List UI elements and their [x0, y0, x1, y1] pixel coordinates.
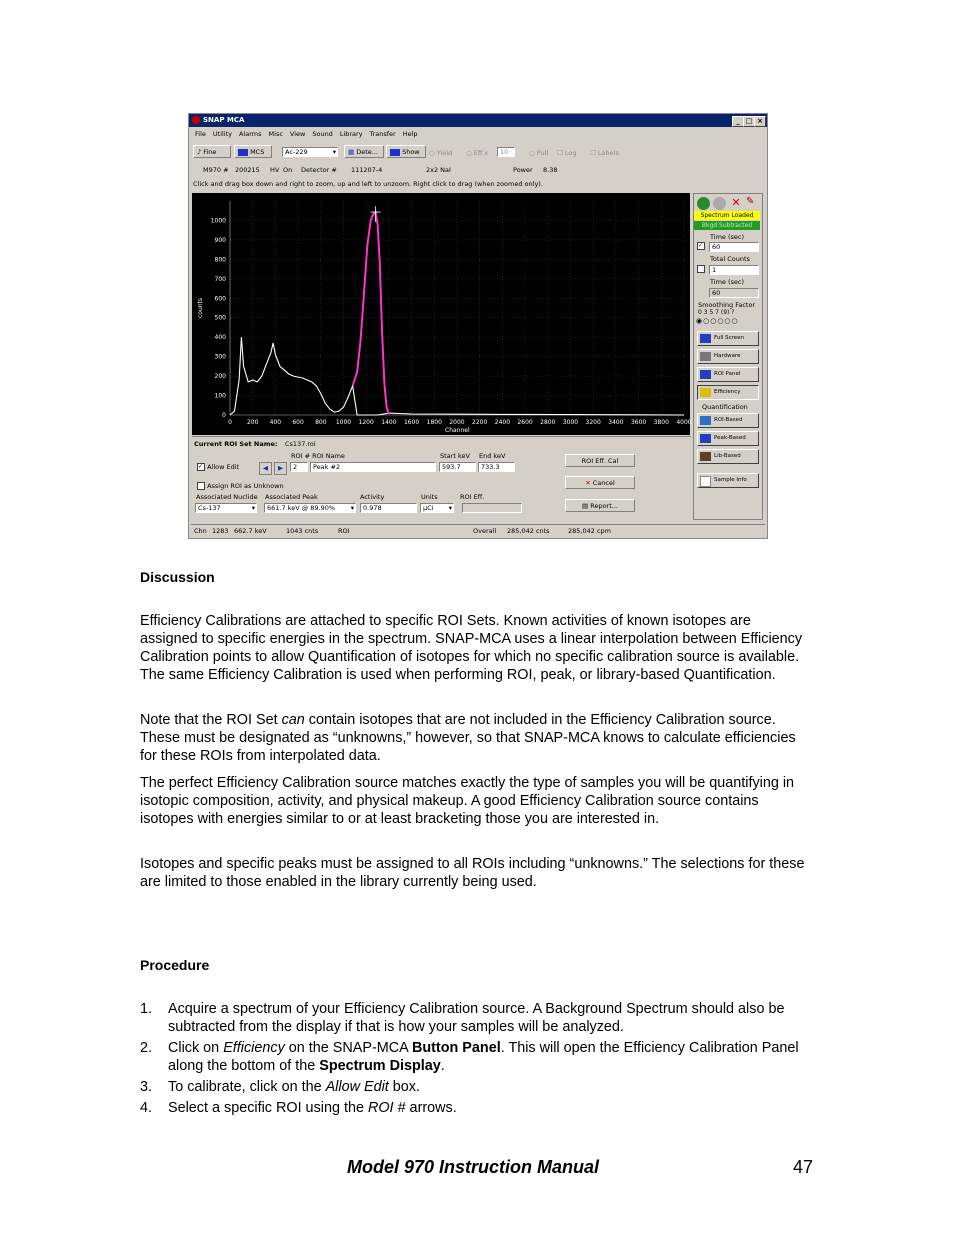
y-tick-label: 600	[214, 295, 226, 303]
hv-value: On	[283, 166, 293, 174]
app-icon	[192, 116, 200, 124]
model-value: 200215	[235, 166, 260, 174]
detector-button[interactable]	[344, 145, 384, 158]
y-tick-label: 400	[214, 334, 226, 342]
log-label: Log	[564, 149, 577, 157]
step4-text-b: arrows.	[405, 1100, 457, 1116]
cancel-button[interactable]	[565, 476, 635, 489]
x-tick-label: 3200	[585, 419, 601, 426]
y-tick-label: 500	[214, 314, 226, 322]
detector-label: Dete...	[356, 148, 378, 156]
peak-select-field[interactable]	[264, 503, 356, 513]
efficiency-label: Efficiency	[714, 389, 741, 395]
y-tick-label: 100	[214, 392, 226, 400]
step4-text-a: Select a specific ROI using the	[168, 1100, 368, 1116]
roi-panel-label: ROI Panel	[714, 371, 741, 377]
nuclide-select[interactable]	[282, 147, 338, 157]
fine-button[interactable]	[193, 145, 231, 158]
allow-edit-label: Allow Edit	[207, 463, 240, 471]
pull-label: Pull	[536, 149, 549, 157]
x-tick-label: 3000	[562, 419, 579, 426]
minimize-icon[interactable]: _	[732, 116, 744, 127]
roi-panel-icon	[700, 370, 711, 379]
procedure-heading: Procedure	[140, 957, 210, 973]
chevron-down-icon: ▾	[350, 504, 354, 512]
lib-based-button[interactable]	[697, 449, 759, 464]
roi-eff-field	[462, 503, 522, 513]
labels-checkbox[interactable]: ☐ Labels	[590, 149, 619, 157]
lib-based-label: Lib-Based	[714, 453, 741, 459]
peak-series-line	[353, 212, 389, 414]
step2-strong-2: Spectrum Display	[319, 1058, 441, 1074]
x-tick-label: 400	[269, 419, 282, 426]
close-icon[interactable]: ×	[754, 116, 766, 127]
report-icon: ▤	[582, 502, 589, 510]
time-value: 60	[712, 243, 721, 251]
x-tick-label: 2000	[449, 419, 465, 426]
sample-info-button[interactable]	[697, 473, 759, 488]
time-field[interactable]	[709, 242, 759, 252]
quantification-label: Quantification	[702, 403, 748, 411]
smoothing-label: Smoothing Factor	[698, 301, 756, 309]
roi-panel-button[interactable]	[697, 367, 759, 382]
step3-text-b: box.	[388, 1079, 420, 1095]
show-label: Show	[402, 148, 420, 156]
associated-nuclide-label: Associated Nuclide	[196, 493, 258, 501]
roi-status-label: ROI	[338, 527, 350, 535]
total-counts-label: Total Counts	[710, 255, 750, 263]
snap-mca-screenshot	[188, 113, 768, 539]
efficiency-button[interactable]	[697, 385, 759, 400]
step-number: 4.	[140, 1100, 153, 1116]
y-tick-label: 900	[214, 236, 226, 244]
report-label: Report...	[590, 502, 618, 510]
cancel-label: Cancel	[592, 479, 615, 487]
power-value: 8.38	[543, 166, 558, 174]
magnifier-icon	[700, 416, 711, 425]
full-screen-button[interactable]	[697, 331, 759, 346]
assign-unknown-label: Assign ROI as Unknown	[207, 482, 284, 490]
effx-field[interactable]	[497, 147, 515, 157]
start-icon[interactable]	[697, 197, 710, 210]
x-tick-label: 600	[292, 419, 304, 426]
grid-icon: ▦	[348, 148, 355, 156]
roi-number-value: 2	[293, 463, 298, 471]
discussion-paragraph-2	[140, 711, 812, 765]
x-tick-label: 2400	[494, 419, 511, 426]
page-number: 47	[793, 1157, 814, 1177]
roi-name-value: Peak #2	[313, 463, 341, 471]
end-kev-value: 733.3	[481, 463, 500, 471]
hv-label: HV	[270, 166, 280, 174]
menu-item[interactable]: Alarms	[239, 130, 262, 138]
step-number: 1.	[140, 1001, 153, 1017]
y-tick-label: 800	[214, 256, 226, 264]
step2-text-b: on the SNAP-MCA	[284, 1040, 412, 1056]
step2-text-a: Click on	[168, 1040, 224, 1056]
library-icon	[700, 452, 711, 461]
end-kev-header: End keV	[479, 452, 506, 460]
roi-based-button[interactable]	[697, 413, 759, 428]
roi-next-arrow-icon[interactable]: ▶	[274, 462, 287, 475]
cancel-x-icon: ✕	[585, 479, 591, 487]
x-tick-label: 800	[315, 419, 327, 426]
y-tick-label: 1000	[210, 217, 226, 225]
units-label: Units	[421, 493, 438, 501]
start-kev-field[interactable]	[439, 462, 476, 472]
roi-based-label: ROI-Based	[714, 417, 743, 423]
x-tick-label: 3400	[608, 419, 624, 426]
cursor-counts-value: 1043 cnts	[286, 527, 319, 535]
sample-info-icon	[700, 476, 711, 487]
discussion-paragraph-1: Efficiency Calibrations are attached to specific ROI Sets. Known activities of known isotopes are assigned to specific energies in the spectrum. SNAP-MCA uses a linear interpolation between Efficiency Calibration points to allow Quantification of isotopes for which no specific calibration source is available. The same Efficiency Calibration is used when performing ROI, peak, or library-based Quantification.	[140, 613, 803, 683]
effx-radio[interactable]: ○ Eff x	[466, 149, 489, 157]
total-counts-checkbox[interactable]	[697, 265, 705, 273]
fine-label: Fine	[203, 148, 217, 156]
menu-item[interactable]: Utility	[212, 130, 233, 138]
chevron-down-icon: ▾	[251, 504, 255, 512]
overall-counts-value: 285,042 cnts	[507, 527, 550, 535]
overall-label: Overall	[473, 527, 497, 535]
step3-emphasis: Allow Edit	[325, 1079, 389, 1095]
discussion-paragraph-4: Isotopes and specific peaks must be assigned to all ROIs including “unknowns.” The selections for these are limited to those enabled in the library currently being used.	[140, 856, 805, 890]
allow-edit-checkbox[interactable]: ✓ Allow Edit	[198, 463, 240, 471]
current-roi-set-value: Cs137.roi	[285, 440, 316, 448]
p2-text-a: Note that the ROI Set	[140, 712, 282, 728]
discussion-heading: Discussion	[140, 569, 215, 585]
roi-prev-arrow-icon[interactable]: ◀	[259, 462, 272, 475]
units-select[interactable]	[420, 503, 454, 513]
step4-emphasis: ROI #	[367, 1100, 406, 1116]
x-tick-label: 1600	[403, 419, 420, 426]
total-counts-field[interactable]	[709, 265, 759, 275]
step-number: 3.	[140, 1079, 153, 1095]
chevron-down-icon: ▾	[448, 504, 452, 512]
associated-peak-label: Associated Peak	[265, 493, 318, 501]
x-tick-label: 0	[228, 419, 232, 426]
channel-label: Chn	[194, 527, 207, 535]
mcs-button[interactable]	[234, 145, 272, 158]
roi-number-field[interactable]	[290, 462, 308, 472]
end-kev-field[interactable]	[478, 462, 515, 472]
step2-emphasis: Efficiency	[223, 1040, 285, 1056]
roi-name-header: ROI # ROI Name	[291, 452, 345, 460]
roi-eff-cal-label: ROI Eff. Cal	[581, 457, 619, 465]
efficiency-icon	[700, 388, 711, 397]
model-label: M970 #	[203, 166, 229, 174]
mcs-label: MCS	[250, 148, 265, 156]
bottom-status-bar	[191, 524, 765, 537]
assign-unknown-checkbox[interactable]	[197, 482, 284, 490]
menu-item[interactable]: Misc	[268, 130, 283, 138]
activity-field[interactable]	[360, 503, 417, 513]
channel-value: 1283	[212, 527, 229, 535]
maximize-icon[interactable]: □	[743, 116, 755, 127]
roi-eff-cal-button[interactable]	[565, 454, 635, 467]
y-tick-label: 0	[222, 412, 226, 419]
effx-label: Eff x	[473, 149, 489, 157]
note-icon: ♪	[197, 148, 202, 156]
step2-text-d: .	[440, 1058, 445, 1074]
efficiency-calibration-panel	[192, 436, 691, 521]
smoothing-radios[interactable]: ◉○○○○○	[696, 317, 739, 325]
detector-number-label: Detector #	[301, 166, 337, 174]
step-text: Acquire a spectrum of your Efficiency Calibration source. A Background Spectrum should also be subtracted from the display if that is how your samples will be analyzed.	[168, 1001, 785, 1035]
detector-type: 2x2 NaI	[426, 166, 451, 174]
menu-item[interactable]: File	[195, 130, 206, 138]
sample-info-label: Sample Info	[714, 477, 747, 483]
x-tick-label: 3800	[653, 419, 669, 426]
window-title: SNAP MCA	[203, 116, 245, 124]
peak-select-value: 661.7 keV @ 89.90%	[267, 504, 336, 512]
x-tick-label: 2600	[517, 419, 533, 426]
effx-value: 10	[500, 148, 509, 156]
hardware-label: Hardware	[714, 353, 741, 359]
roi-name-field[interactable]	[310, 462, 436, 472]
discussion-paragraph-3: The perfect Efficiency Calibration source matches exactly the type of samples you will be quantifying in isotopic composition, activity, and physical makeup. A good Efficiency Calibration source contains isotopes with energies similar to or at least bracketing those you are interested in.	[140, 775, 795, 827]
time-checkbox[interactable]: ✓	[698, 242, 704, 249]
step-number: 2.	[140, 1040, 153, 1056]
live-time-field	[709, 288, 759, 298]
menu-item[interactable]: Library	[339, 130, 363, 138]
labels-label: Labels	[597, 149, 619, 157]
x-tick-label: 1800	[426, 419, 442, 426]
y-tick-label: 300	[214, 353, 226, 361]
y-tick-label: 700	[214, 275, 226, 283]
erase-icon[interactable]: ✎	[746, 196, 755, 207]
x-tick-label: 1000	[335, 419, 352, 426]
live-time-label: Time (sec)	[710, 278, 745, 286]
x-tick-label: 2800	[540, 419, 556, 426]
y-axis-label: counts	[197, 297, 204, 319]
nuclide-value: Ac-229	[285, 148, 308, 156]
peak-based-label: Peak-Based	[714, 435, 746, 441]
spectrum-plot[interactable]	[192, 193, 690, 435]
power-label: Power	[513, 166, 533, 174]
window-titlebar	[189, 114, 767, 127]
menu-item[interactable]: Transfer	[369, 130, 396, 138]
full-screen-label: Full Screen	[714, 335, 745, 341]
yield-radio[interactable]: ○ Yield	[429, 149, 453, 157]
peak-icon	[700, 434, 711, 443]
clear-icon[interactable]: ✕	[731, 196, 741, 209]
x-tick-label: 1200	[358, 419, 374, 426]
units-value: µCi	[423, 504, 434, 512]
x-tick-label: 2200	[472, 419, 488, 426]
detector-number-value: 111207-4	[351, 166, 383, 174]
activity-label: Activity	[360, 493, 385, 501]
hardware-icon	[700, 352, 711, 361]
time-label: Time (sec)	[710, 233, 745, 241]
roi-eff-label: ROI Eff.	[460, 493, 485, 501]
bkg-subtracted-indicator: Bkgd Subtracted	[694, 221, 760, 230]
stop-icon[interactable]	[713, 197, 726, 210]
y-tick-label: 200	[214, 373, 226, 381]
x-tick-label: 3600	[630, 419, 647, 426]
mcs-icon	[238, 149, 248, 156]
activity-value: 0.978	[363, 504, 382, 512]
x-tick-label: 200	[246, 419, 259, 426]
step2-text-c: . This will open the Efficiency Calibration Panel along the bottom of the	[168, 1040, 799, 1074]
current-roi-set-label: Current ROI Set Name:	[194, 440, 278, 448]
step2-strong-1: Button Panel	[411, 1040, 501, 1056]
p2-emphasis: can	[281, 712, 305, 728]
smoothing-options: 0 3 5 7 (9) ?	[698, 309, 735, 316]
nuclide-select-value: Cs-137	[198, 504, 221, 512]
report-button[interactable]	[565, 499, 635, 512]
pull-radio[interactable]: ○ Pull	[529, 149, 549, 157]
chevron-down-icon: ▾	[332, 148, 336, 156]
zoom-hint: Click and drag box down and right to zoom, up and left to unzoom. Right click to drag (when zoomed only).	[193, 180, 543, 188]
overall-cpm-value: 285,042 cpm	[568, 527, 611, 535]
start-kev-header: Start keV	[440, 452, 470, 460]
total-counts-value: 1	[712, 266, 717, 274]
menu-bar	[195, 130, 755, 138]
yield-label: Yield	[436, 149, 453, 157]
p2-text-b: contain isotopes that are not included in the Efficiency Calibration source. These must be designated as “unknowns,” however, so that SNAP-MCA knows to calculate efficiencies for these ROIs from interpolated data.	[140, 712, 796, 764]
nuclide-select-field[interactable]	[195, 503, 257, 513]
x-tick-label: 4000	[676, 419, 692, 426]
detector-status-row	[191, 164, 765, 175]
step-text	[168, 1099, 818, 1117]
full-screen-icon	[700, 334, 711, 343]
kev-value: 662.7 keV	[234, 527, 267, 535]
show-icon	[390, 149, 400, 156]
menu-item[interactable]: Sound	[312, 130, 333, 138]
menu-item[interactable]: Help	[402, 130, 418, 138]
x-tick-label: 1400	[381, 419, 397, 426]
peak-based-button[interactable]	[697, 431, 759, 446]
menu-item[interactable]: View	[289, 130, 306, 138]
footer-manual-title: Model 970 Instruction Manual	[347, 1157, 600, 1177]
live-time-value: 60	[712, 289, 721, 297]
step-text	[168, 1078, 818, 1096]
x-axis-label: Channel	[445, 427, 470, 434]
step3-text-a: To calibrate, click on the	[168, 1079, 326, 1095]
step-text	[168, 1039, 818, 1075]
log-checkbox[interactable]: ☐ Log	[557, 149, 577, 157]
show-button[interactable]	[386, 145, 426, 158]
spectrum-loaded-indicator: Spectrum Loaded	[694, 211, 760, 220]
start-kev-value: 593.7	[442, 463, 461, 471]
hardware-button[interactable]	[697, 349, 759, 364]
